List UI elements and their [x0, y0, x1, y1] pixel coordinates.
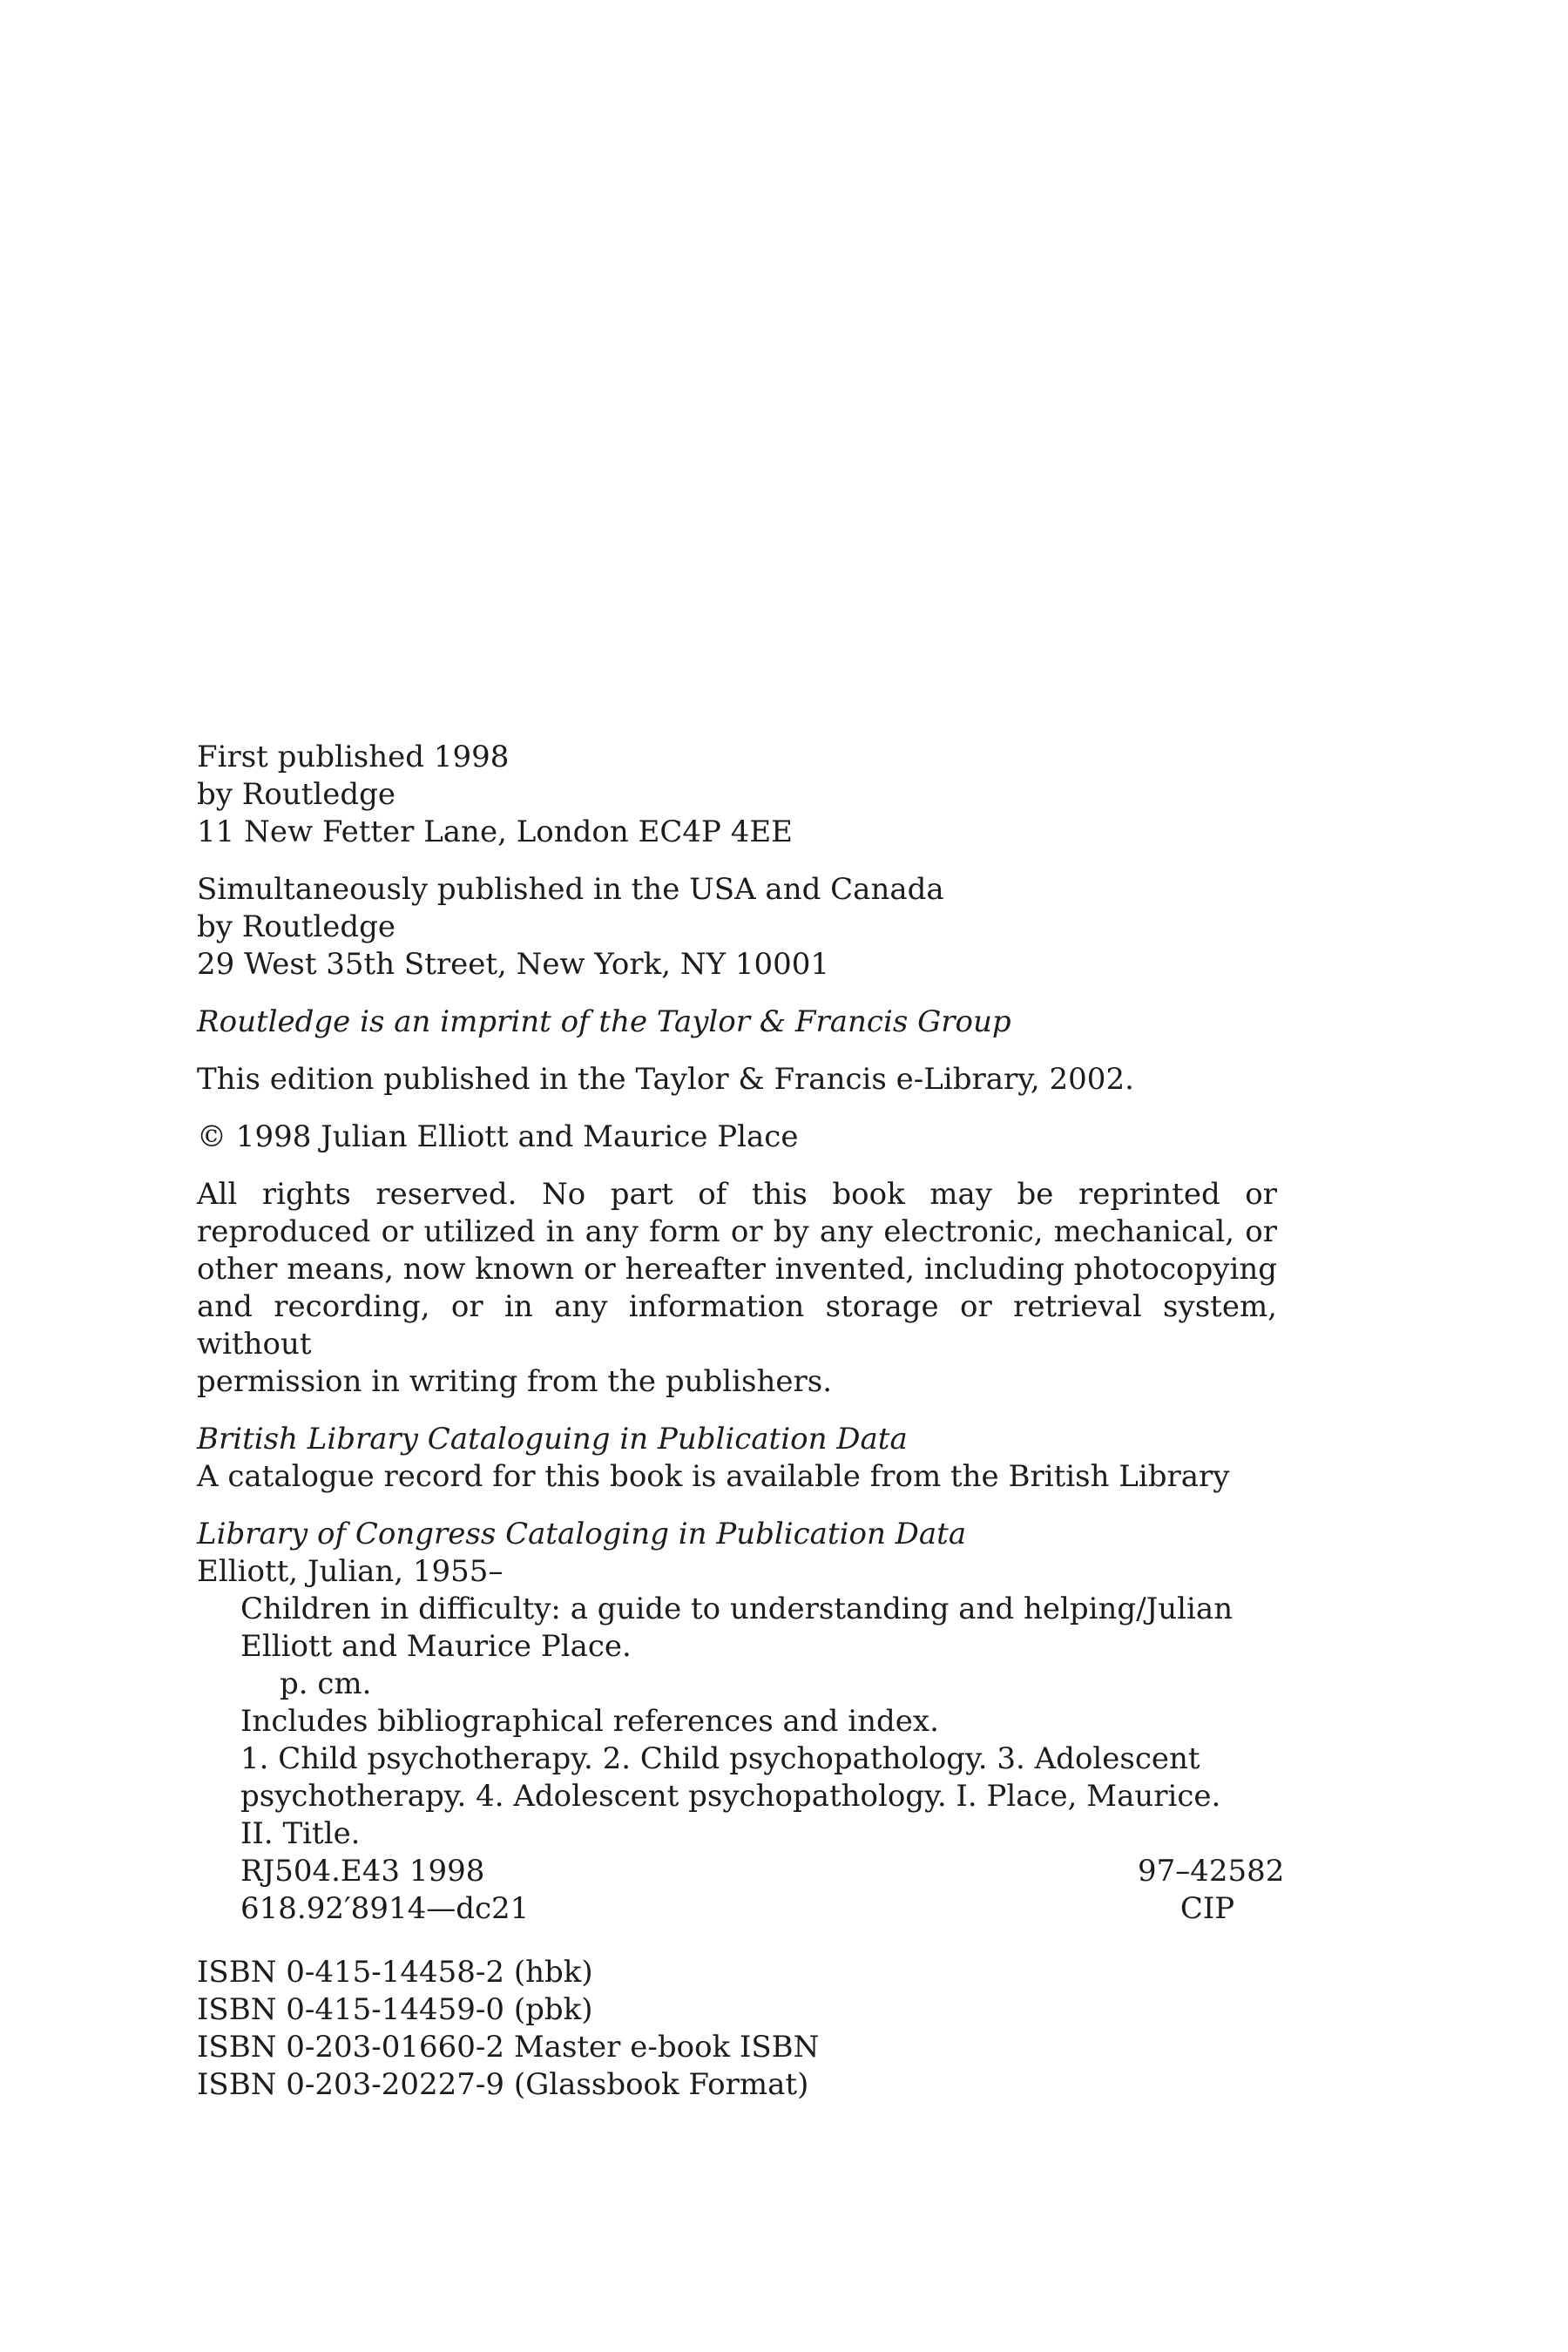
- isbn-block: [197, 1954, 1277, 2104]
- rights-block: [197, 1176, 1277, 1401]
- publisher-line: by Routledge: [197, 777, 396, 812]
- loc-dewey-row: [197, 1890, 1277, 1928]
- rights-line-5: permission in writing from the publishers.: [197, 1364, 833, 1399]
- loc-subjects-line-3: II. Title.: [240, 1816, 361, 1851]
- isbn-line: ISBN 0-415-14458-2 (hbk): [197, 1955, 593, 1990]
- loc-subjects-line-1: 1. Child psychotherapy. 2. Child psychopathology. 3. Adolescent: [240, 1741, 1200, 1776]
- imprint-text: [197, 739, 1285, 2124]
- imprint-note-block: [197, 1004, 1277, 1041]
- loc-class: RJ504.E43 1998: [240, 1854, 485, 1889]
- loc-dewey: 618.92′8914—dc21: [240, 1891, 530, 1926]
- loc-title-line-2: Elliott and Maurice Place.: [240, 1629, 632, 1664]
- isbn-line: ISBN 0-203-01660-2 Master e-book ISBN: [197, 2030, 820, 2065]
- rights-line-4: and recording, or in any information storage or retrieval system, without: [197, 1289, 1277, 1362]
- publisher-address-line: 11 New Fetter Lane, London EC4P 4EE: [197, 814, 794, 849]
- loc-author: Elliott, Julian, 1955–: [197, 1554, 504, 1589]
- loc-number: 97–42582: [1138, 1854, 1285, 1889]
- publication-block: [197, 739, 1277, 851]
- rights-line-2: reproduced or utilized in any form or by any electronic, mechanical, or: [197, 1214, 1277, 1249]
- imprint-note: Routledge is an imprint of the Taylor & Francis Group: [197, 1004, 1011, 1039]
- loc-includes: Includes bibliographical references and index.: [240, 1704, 939, 1739]
- us-address-line: 29 West 35th Street, New York, NY 10001: [197, 947, 830, 982]
- isbn-line: ISBN 0-415-14459-0 (pbk): [197, 1992, 593, 2027]
- simultaneous-line: Simultaneously published in the USA and Canada: [197, 872, 944, 907]
- rights-line-3: other means, now known or hereafter invented, including photocopying: [197, 1252, 1277, 1287]
- first-published-line: First published 1998: [197, 740, 510, 774]
- british-library-text: A catalogue record for this book is available from the British Library: [197, 1459, 1230, 1494]
- loc-subjects-line-2: psychotherapy. 4. Adolescent psychopathology. I. Place, Maurice.: [240, 1779, 1221, 1814]
- loc-cip: CIP: [1179, 1891, 1235, 1926]
- copyright-notice: © 1998 Julian Elliott and Maurice Place: [197, 1119, 799, 1154]
- library-of-congress-block: [197, 1516, 1285, 1928]
- british-library-block: [197, 1421, 1277, 1496]
- isbn-line: ISBN 0-203-20227-9 (Glassbook Format): [197, 2067, 809, 2102]
- loc-pages: p. cm.: [280, 1666, 372, 1701]
- rights-line-1: All rights reserved. No part of this book may be reprinted or: [197, 1177, 1277, 1212]
- loc-classification-row: [197, 1853, 1285, 1890]
- edition-note: This edition published in the Taylor & Francis e-Library, 2002.: [197, 1062, 1134, 1097]
- loc-title-line-1: Children in difficulty: a guide to understanding and helping/Julian: [240, 1592, 1233, 1626]
- copyright-block: [197, 1119, 1277, 1156]
- edition-note-block: [197, 1061, 1277, 1098]
- us-publisher-line: by Routledge: [197, 909, 396, 944]
- simultaneous-block: [197, 871, 1277, 983]
- british-library-heading: British Library Cataloguing in Publication Data: [197, 1422, 908, 1456]
- loc-heading: Library of Congress Cataloging in Publication Data: [197, 1517, 967, 1551]
